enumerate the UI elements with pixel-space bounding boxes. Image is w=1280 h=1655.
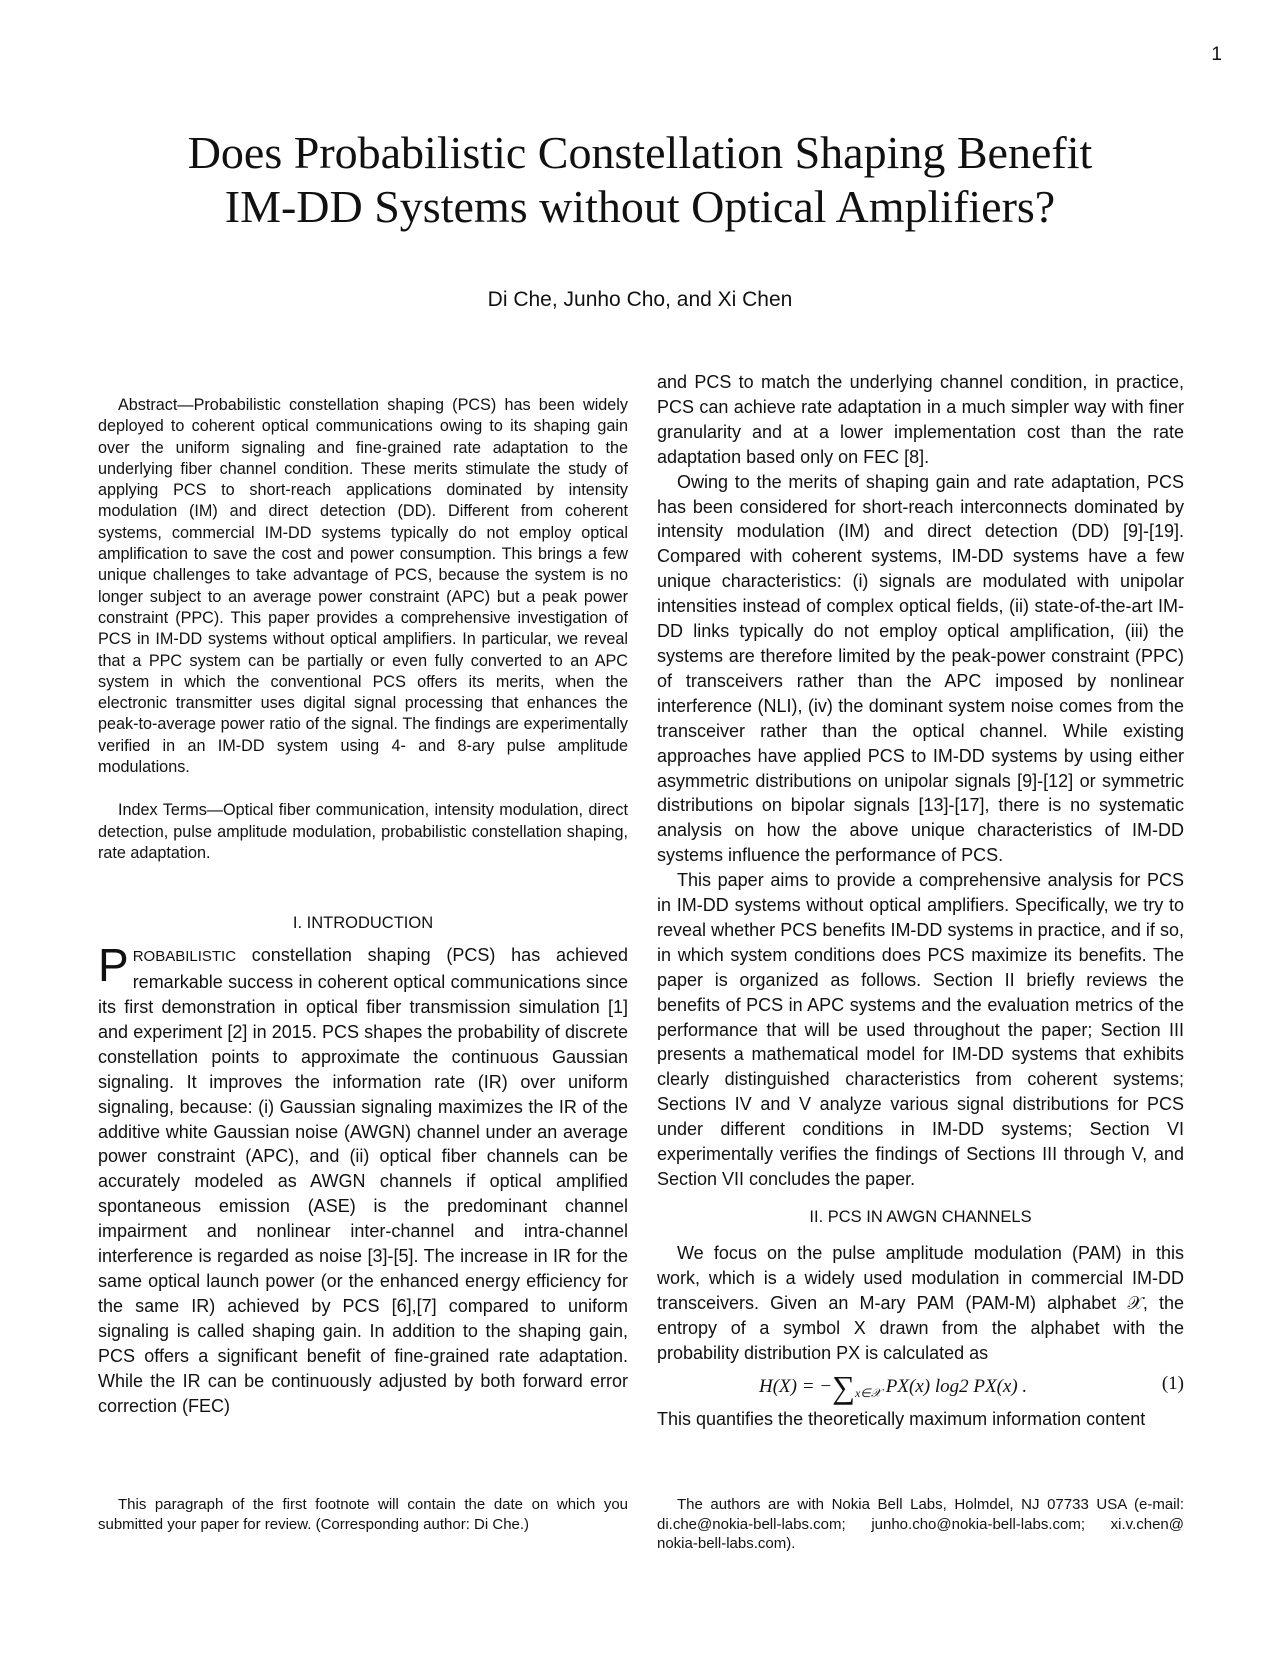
- drop-cap: P: [98, 939, 129, 992]
- left-column: [98, 395, 628, 1418]
- body-paragraph: We focus on the pulse amplitude modulation (PAM) in this work, which is a widely used modulation in commercial IM-DD transceivers. Given an M-ary PAM (PAM-M) alphabet 𝒳, the entropy of a symbol X drawn from the alphabet with the probability distribution PX is calculated as: [657, 1242, 1184, 1363]
- title-line-2: IM-DD Systems without Optical Amplifiers?: [224, 181, 1056, 232]
- body-paragraph: This paper aims to provide a comprehensive analysis for PCS in IM-DD systems without optical amplifiers. Specifically, we try to reveal whether PCS benefits IM-DD systems in practice, and if so, in which system conditions does PCS maximize its benefits. The paper is organized as follows. Section II briefly reviews the benefits of PCS in APC systems and the evaluation metrics of the performance that will be used throughout the paper; Section III presents a mathematical model for IM-DD systems that exhibits clearly distinguished characteristics from coherent systems; Sections IV and V analyze various signal distributions for PCS under different conditions in IM-DD systems; Section VI experimentally verifies the findings of Sections III through V, and Section VII concludes the paper.: [657, 870, 1184, 1189]
- section-heading-pcs-awgn: II. PCS IN AWGN CHANNELS: [809, 1207, 1032, 1226]
- intro-first-word: ROBABILISTIC: [132, 948, 237, 966]
- author-list: Di Che, Junho Cho, and Xi Chen: [487, 288, 793, 311]
- intro-paragraph: [98, 939, 628, 1418]
- section-heading-introduction: I. INTRODUCTION: [292, 914, 434, 933]
- footnote-right: The authors are with Nokia Bell Labs, Holmdel, NJ 07733 USA (e-mail: di.che@nokia-bell-labs.com; junho.cho@nokia-bell-labs.com; xi.v.chen@ nokia-bell-labs.com).: [657, 1496, 1184, 1552]
- summation-symbol: ∑: [832, 1369, 855, 1406]
- page-number: 1: [1211, 44, 1222, 65]
- intro-text: constellation shaping (PCS) has achieved remarkable success in coherent optical communications since its first demonstration in optical fiber transmission simulation [1] and experiment [2] in 2015. PCS shapes the probability of discrete constellation points to approximate the continuous Gaussian signaling. It improves the information rate (IR) over uniform signaling, because: (i) Gaussian signaling maximizes the IR of the additive white Gaussian noise (AWGN) channel under an average power constraint (APC), and (ii) optical fiber channels can be accurately modeled as AWGN channels if optical amplified spontaneous emission (ASE) is the predominant channel impairment and nonlinear inter-channel and intra-channel interference is regarded as noise [3]-[5]. The increase in IR for the same optical launch power (or the enhanced energy efficiency for the same IR) achieved by PCS [6],[7] compared to uniform signaling is called shaping gain. In addition to the shaping gain, PCS offers a significant benefit of fine-grained rate adaptation. While the IR can be continuously adjusted by both forward error correction (FEC): [98, 945, 628, 1416]
- right-column: [657, 370, 1184, 1432]
- body-paragraph: and PCS to match the underlying channel condition, in practice, PCS can achieve rate adaptation in a much simpler way with finer granularity and at a lower implementation cost than the rate adaptation based only on FEC [8].: [657, 372, 1184, 467]
- body-paragraph: This quantifies the theoretically maximum information content: [657, 1409, 1146, 1430]
- equation-rhs: PX(x) log2 PX(x) .: [885, 1376, 1028, 1398]
- equation-1: [657, 1365, 1184, 1407]
- summation-subscript: x∈𝒳: [854, 1386, 882, 1401]
- footnote-left: This paragraph of the first footnote will contain the date on which you submitted your paper for review. (Corresponding author: Di Che.): [98, 1496, 628, 1533]
- body-paragraph: Owing to the merits of shaping gain and rate adaptation, PCS has been considered for short-reach interconnects dominated by intensity modulation (IM) and direct detection (DD) [9]-[19]. Compared with coherent systems, IM-DD systems have a few unique characteristics: (i) signals are modulated with unipolar intensities instead of complex optical fields, (ii) state-of-the-art IM-DD links typically do not employ optical amplification, (iii) the systems are therefore limited by the peak-power constraint (PPC) of transceivers rather than the APC imposed by nonlinear interference (NLI), (iv) the dominant system noise comes from the transceiver rather than the optical channel. While existing approaches have applied PCS to IM-DD systems by using either asymmetric distributions on unipolar signals [9]-[12] or symmetric distributions on bipolar signals [13]-[17], there is no systematic analysis on how the above unique characteristics of IM-DD systems influence the performance of PCS.: [657, 471, 1184, 866]
- equation-lhs: H(X) = −: [759, 1376, 833, 1398]
- index-terms: Index Terms—Optical fiber communication, intensity modulation, direct detection, pulse amplitude modulation, probabilistic constellation shaping, rate adaptation.: [98, 801, 628, 862]
- equation-body: [759, 1369, 1027, 1406]
- paper-title: [0, 126, 1280, 234]
- title-line-1: Does Probabilistic Constellation Shaping Benefit: [187, 127, 1093, 178]
- abstract: Abstract—Probabilistic constellation shaping (PCS) has been widely deployed to coherent optical communications owing to its shaping gain over the uniform signaling and fine-grained rate adaptation to the underlying fiber channel condition. These merits stimulate the study of applying PCS to short-reach applications dominated by intensity modulation (IM) and direct detection (DD). Different from coherent systems, commercial IM-DD systems typically do not employ optical amplification to save the cost and power consumption. This brings a few unique challenges to take advantage of PCS, because the system is no longer subject to an average power constraint (APC) but a peak power constraint (PPC). This paper provides a comprehensive investigation of PCS in IM-DD systems without optical amplifiers. In particular, we reveal that a PPC system can be partially or even fully converted to an APC system in which the conventional PCS offers its merits, when the electronic transmitter uses digital signal processing that enhances the peak-to-average power ratio of the signal. The findings are experimentally verified in an IM-DD system using 4- and 8-ary pulse amplitude modulations.: [98, 396, 628, 777]
- equation-number: (1): [1161, 1373, 1184, 1395]
